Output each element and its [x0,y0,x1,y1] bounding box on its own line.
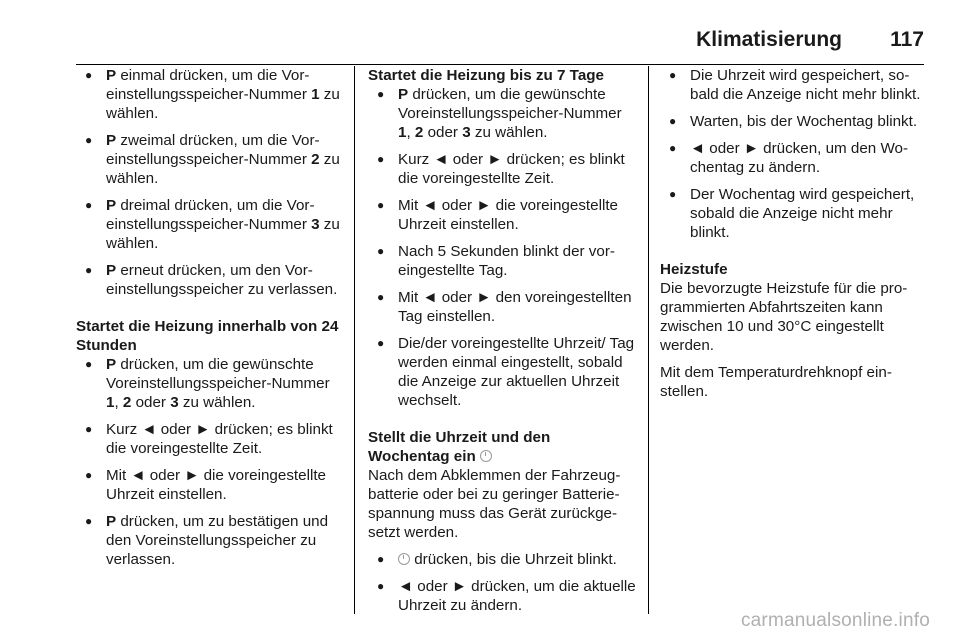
subheading: Startet die Heizung innerhalb von 24 Stunden [76,318,339,354]
page-number: 117 [890,28,924,51]
clock-icon [480,450,492,462]
column-2 [368,66,636,623]
list-item: ● Die Uhrzeit wird gespeichert, sobald die Anzeige nicht mehr blinkt. [660,66,926,104]
paragraph: Nach dem Abklemmen der Fahrzeugbatterie oder bei zu geringer Batteriespannung muss das Gerät zurückgesetzt werden. [368,467,621,541]
section-title: Klimatisierung [696,28,842,51]
list-item: ● P drücken, um die gewünschte Voreinstellungsspeicher-Nummer 1, 2 oder 3 zu wählen. [76,355,342,412]
list-item: ● Nach 5 Sekunden blinkt der voreingestellte Tag. [368,242,636,280]
subheading: Heizstufe [660,261,728,278]
subheading: Stellt die Uhrzeit und den Wochentag ein [368,429,551,465]
list-item: ● P drücken, um zu bestätigen und den Voreinstellungsspeicher zu verlassen. [76,512,342,569]
list-item: ● drücken, bis die Uhrzeit blinkt. [368,550,636,569]
column-divider [354,66,355,614]
list-item: ● ◄ oder ► drücken, um den Wochentag zu ändern. [660,139,926,177]
list-item: ● Der Wochentag wird gespeichert, sobald die Anzeige nicht mehr blinkt. [660,185,926,242]
list-item: ● Mit ◄ oder ► den voreingestellten Tag einstellen. [368,288,636,326]
list-item: ● ◄ oder ► drücken, um die aktuelle Uhrzeit zu ändern. [368,577,636,615]
paragraph: Die bevorzugte Heizstufe für die programmierten Abfahrtszeiten kann zwischen 10 und 30°C eingestellt werden. [660,280,908,354]
list-item: ● Mit ◄ oder ► die voreingestellte Uhrzeit einstellen. [76,466,342,504]
subheading: Startet die Heizung bis zu 7 Tage [368,67,605,84]
list-item: ● P erneut drücken, um den Voreinstellungsspeicher zu verlassen. [76,261,342,299]
header-rule [76,64,924,65]
column-3 [660,66,926,409]
watermark: carmanualsonline.info [740,610,930,631]
list-item: ● P dreimal drücken, um die Voreinstellungsspeicher-Nummer 3 zu wählen. [76,196,342,253]
column-divider [648,66,649,614]
list-item: ● Warten, bis der Wochentag blinkt. [660,112,926,131]
page-header [0,20,960,60]
list-item: ● P einmal drücken, um die Voreinstellungsspeicher-Nummer 1 zu wählen. [76,66,342,123]
clock-icon [398,553,410,565]
column-1 [76,66,342,577]
list-item: ● Die/der voreingestellte Uhrzeit/ Tag werden einmal eingestellt, sobald die Anzeige zur aktuellen Uhrzeit wechselt. [368,334,636,410]
list-item: ● Kurz ◄ oder ► drücken; es blinkt die voreingestellte Zeit. [368,150,636,188]
list-item: ● P zweimal drücken, um die Voreinstellungsspeicher-Nummer 2 zu wählen. [76,131,342,188]
paragraph: Mit dem Temperaturdrehknopf einstellen. [660,364,892,400]
list-item: ● Mit ◄ oder ► die voreingestellte Uhrzeit einstellen. [368,196,636,234]
list-item: ● P drücken, um die gewünschte Voreinstellungsspeicher-Nummer 1, 2 oder 3 zu wählen. [368,85,636,142]
list-item: ● Kurz ◄ oder ► drücken; es blinkt die voreingestellte Zeit. [76,420,342,458]
